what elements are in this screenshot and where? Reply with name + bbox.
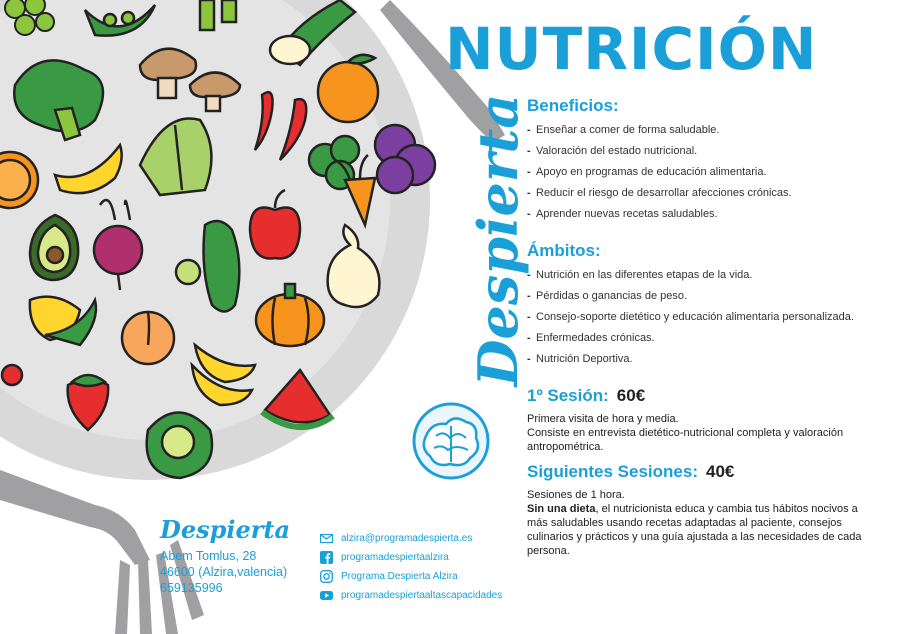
- siguientes-sesiones-rest: , el nutricionista educa y cambia tus hábitos nocivos a más saludables usando recetas adaptadas al paciente, consejos culinarios y prácticos y una guía ajustada a las necesidades de cada persona.: [527, 503, 862, 557]
- cabbage-icon: [147, 413, 212, 479]
- cherry-icon: [2, 365, 22, 385]
- list-item: - Nutrición Deportiva.: [527, 352, 877, 366]
- list-item: - Aprender nuevas recetas saludables.: [527, 207, 877, 221]
- list-item: - Enseñar a comer de forma saludable.: [527, 123, 877, 137]
- ambitos-heading: Ámbitos:: [527, 241, 601, 260]
- youtube-contact[interactable]: [320, 587, 502, 604]
- ambitos-list: [527, 268, 877, 366]
- list-item: - Enfermedades crónicas.: [527, 331, 877, 345]
- beneficios-list: [527, 123, 877, 221]
- instagram-icon: [320, 570, 333, 583]
- list-item: - Reducir el riesgo de desarrollar afecciones crónicas.: [527, 186, 877, 200]
- facebook-link[interactable]: programadespiertaalzira: [341, 552, 449, 563]
- plum-icon: [375, 125, 435, 193]
- vertical-brand-logo: Despierta: [466, 93, 530, 387]
- facebook-icon: [320, 551, 333, 564]
- email-link[interactable]: alzira@programadespierta.es: [341, 533, 473, 544]
- list-item: - Apoyo en programas de educación alimentaria.: [527, 165, 877, 179]
- footer-brand-logo: Despierta: [160, 515, 291, 544]
- primera-sesion-label: 1º Sesión:: [527, 386, 609, 405]
- primera-sesion-line1: Primera visita de hora y media.: [527, 413, 679, 425]
- phone-number: 659135996: [160, 581, 223, 595]
- email-contact[interactable]: [320, 530, 502, 547]
- list-item: - Consejo-soporte dietético y educación alimentaria personalizada.: [527, 310, 877, 324]
- list-item: - Valoración del estado nutricional.: [527, 144, 877, 158]
- siguientes-sesiones-body: [527, 502, 877, 558]
- mail-icon: [320, 532, 333, 545]
- brain-logo-icon: [410, 400, 492, 482]
- siguientes-sesiones-bold: Sin una dieta: [527, 503, 596, 515]
- peach-icon: [122, 312, 174, 364]
- youtube-icon: [320, 589, 333, 602]
- primera-sesion-line2: Consiste en entrevista dietético-nutricional completa y valoración antropométrica.: [527, 427, 844, 453]
- siguientes-sesiones-line1: Sesiones de 1 hora.: [527, 489, 625, 501]
- primera-sesion-price: 60€: [616, 386, 646, 405]
- address-line1: Abem Tomlus, 28: [160, 549, 257, 563]
- youtube-link[interactable]: programadespiertaaltascapacidades: [341, 590, 503, 601]
- primera-sesion-heading: [527, 386, 877, 406]
- page-title: NUTRICIÓN: [445, 15, 818, 83]
- siguientes-sesiones-price: 40€: [706, 462, 735, 481]
- siguientes-sesiones-label: Siguientes Sesiones:: [527, 462, 698, 481]
- content-column: [527, 96, 877, 566]
- beneficios-heading: Beneficios:: [527, 96, 619, 115]
- facebook-contact[interactable]: [320, 549, 502, 566]
- siguientes-sesiones-description: [527, 488, 877, 558]
- instagram-link[interactable]: Programa Despierta Alzira: [341, 571, 458, 582]
- siguientes-sesiones-heading: [527, 462, 877, 482]
- list-item: - Nutrición en las diferentes etapas de la vida.: [527, 268, 877, 282]
- primera-sesion-description: [527, 412, 877, 454]
- contact-list: [320, 530, 502, 606]
- address-line2: 46600 (Alzira,valencia): [160, 565, 288, 579]
- list-item: - Pérdidas o ganancias de peso.: [527, 289, 877, 303]
- address-block: [160, 548, 287, 596]
- instagram-contact[interactable]: [320, 568, 502, 585]
